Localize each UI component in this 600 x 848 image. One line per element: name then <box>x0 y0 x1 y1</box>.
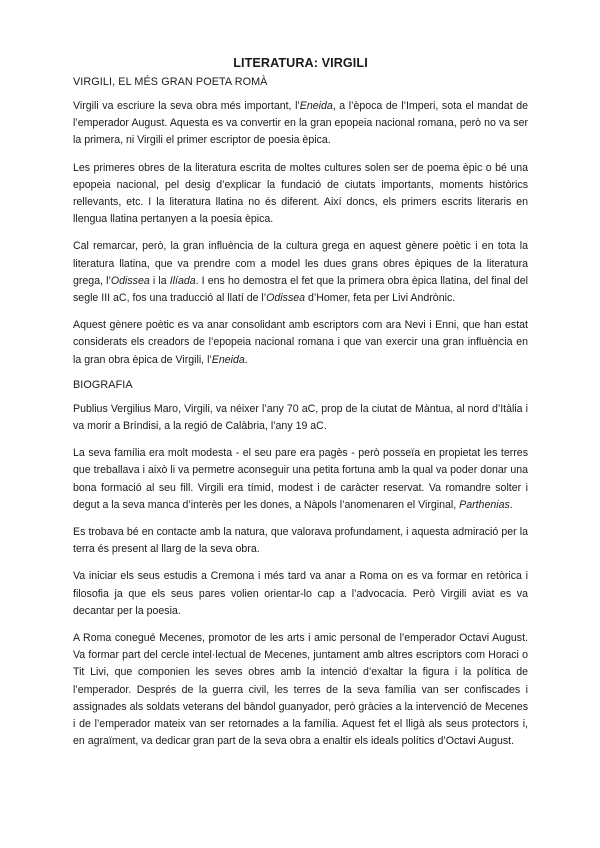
paragraph-text: Cal remarcar, però, la gran influència de la cultura grega en aquest gènere poètic i en tota la literatura llatina, que va prendre com a model les dues grans obres èpiques de la literatura grega, l’ <box>73 240 528 287</box>
paragraph-text: Virgili va escriure la seva obra més important, l’ <box>73 100 300 112</box>
paragraph-mecenes <box>73 630 528 750</box>
italic-title-text: Odissea <box>266 292 306 305</box>
paragraph-text: Aquest gènere poètic es va anar consolidant amb escriptors com ara Nevi i Enni, que han estat considerats els creadors de l’epopeia nacional romana i que van exercir una gran influència en la gran obra èpica de Virgili, l’ <box>73 319 528 366</box>
paragraph-text: , a l’època de l’Imperi, sota el mandat de l’emperador August. Aquesta es va convertir en la gran epopeia nacional romana, però no va ser la primera, ni Virgili el primer escriptor de poesia èpica. <box>73 100 528 147</box>
paragraph-nevi-enni <box>73 317 528 369</box>
paragraph-text: . <box>509 498 513 511</box>
paragraph-text: La seva família era molt modesta - el seu pare era pagès - però posseïa en propietat les terres que treballava i això li va permetre aconseguir una petita fortuna amb la qual va poder donar una bona formació al seu fill. Virgili era tímid, modest i de caràcter reservat. Va romandre solter i degut a la seva manca d’interès per les dones, a Nàpols l’anomenaren el Virginal, <box>73 447 528 511</box>
paragraph-text: d’Homer, feta per Livi Andrònic. <box>305 292 456 305</box>
paragraph-birth <box>73 401 528 435</box>
paragraph-text: Les primeres obres de la literatura escrita de moltes cultures solen ser de poema èpic o bé una epopeia nacional, pel desig d’explicar la fundació de ciutats importants, moments històrics rellevants, etc. I la literatura llatina no és diferent. Així doncs, els primers escrits literaris en llengua llatina pertanyen a la poesia èpica. <box>73 161 528 226</box>
document-title: LITERATURA: VIRGILI <box>233 56 368 70</box>
paragraph-nature <box>73 524 528 558</box>
paragraph-text: . <box>244 353 248 366</box>
italic-title-text: Ilíada <box>169 274 196 287</box>
paragraph-greek-influence <box>73 238 528 307</box>
italic-title-text: Parthenias <box>459 498 510 511</box>
document-page <box>73 56 528 761</box>
paragraph-text: Va iniciar els seus estudis a Cremona i més tard va anar a Roma on es va formar en retòrica i filosofia ja que els seus pares volien orientar-lo cap a l’advocacia. Però Virgili aviat es va decantar per la poesia. <box>73 570 528 617</box>
paragraph-epic-origins <box>73 160 528 229</box>
paragraph-text: . I ens ho demostra el fet que la primera obra èpica llatina, del final del segle III aC, fos una traducció al llatí de l’ <box>73 274 528 305</box>
paragraph-family <box>73 445 528 514</box>
italic-title-text: Eneida <box>299 100 333 112</box>
italic-title-text: Eneida <box>211 353 245 366</box>
paragraph-studies <box>73 568 528 620</box>
paragraph-intro-eneida <box>73 98 528 150</box>
italic-title-text: Odissea <box>110 274 150 287</box>
biography-heading: BIOGRAFIA <box>73 378 133 391</box>
paragraph-text: i la <box>149 274 170 287</box>
paragraph-text: Publius Vergilius Maro, Virgili, va néixer l’any 70 aC, prop de la ciutat de Màntua, al nord d’Itàlia i va morir a Bríndisi, a la regió de Calàbria, l’any 19 aC. <box>73 402 528 433</box>
subtitle-heading: VIRGILI, EL MÉS GRAN POETA ROMÀ <box>73 76 268 88</box>
paragraph-text: A Roma conegué Mecenes, promotor de les arts i amic personal de l’emperador Octavi August. Va formar part del cercle intel·lectual de Mecenes, juntament amb altres escriptors com Horaci o Tit Livi, que componien les seves obres amb la intenció d’exaltar la figura i la política de l’emperador. Després de la guerra civil, les terres de la seva família van ser confiscades i assignades als soldats veterans del bàndol guanyador, però gràcies a la intervenció de Mecenes i de l’emperador mateix van ser retornades a la família. Aquest fet el lligà als seus protectors i, en agraïment, va dedicar gran part de la seva obra a enaltir els ideals polítics d’Octavi August. <box>73 632 528 748</box>
paragraph-text: Es trobava bé en contacte amb la natura, que valorava profundament, i aquesta admiració per la terra és present al llarg de la seva obra. <box>73 526 528 556</box>
